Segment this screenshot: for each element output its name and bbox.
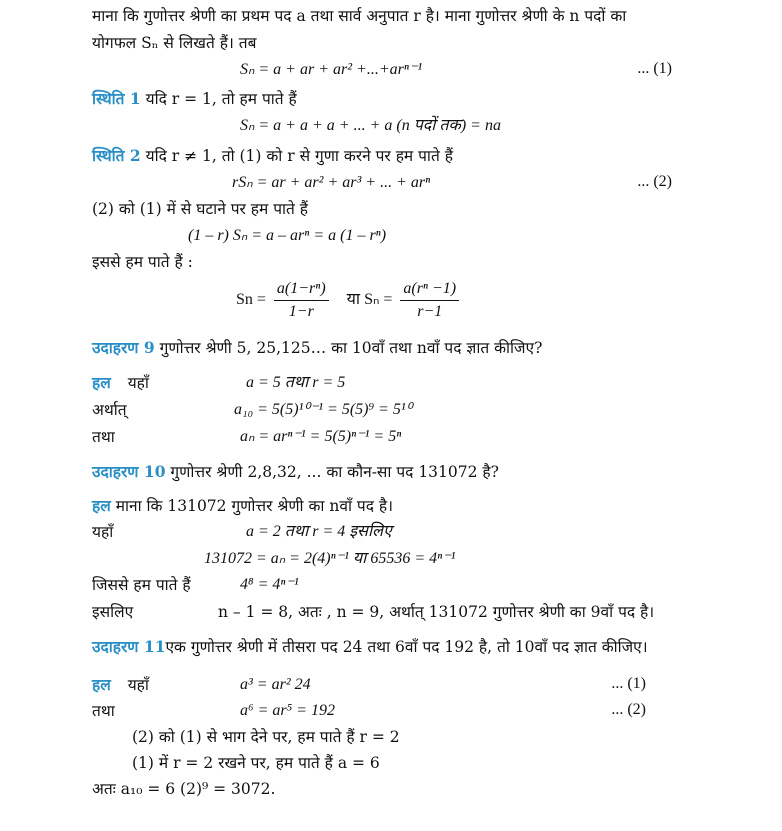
example-9-solution-label-line <box>92 373 149 393</box>
case-2-text: यदि r ≠ 1, तो (1) को r से गुणा करने पर हम पाते हैं <box>145 147 453 165</box>
case-2-equation: rSₙ = ar + ar² + ar³ + ... + arⁿ <box>232 174 431 191</box>
intro-line-2: योगफल Sₙ से लिखते हैं। तब <box>92 34 257 52</box>
intro-line-1: माना कि गुणोत्तर श्रेणी का प्रथम पद a तथा सार्व अनुपात r है। माना गुणोत्तर श्रेणी के n पदों का <box>92 7 627 25</box>
example-10-label: उदाहरण 10 <box>92 462 166 481</box>
example-9-label: उदाहरण 9 <box>92 338 155 357</box>
example-11-here: यहाँ <box>127 676 149 694</box>
subtract-line: (2) को (1) में से घटाने पर हम पाते हैं <box>92 200 309 218</box>
example-10-solution-line <box>92 496 393 516</box>
sum-fraction-2 <box>400 278 459 323</box>
example-9-line <box>92 338 542 358</box>
sum-fraction-2-numerator: a(rⁿ −1) <box>400 278 459 301</box>
example-9-and-word: तथा <box>92 428 115 446</box>
example-10-solution-text: माना कि 131072 गुणोत्तर श्रेणी का nवाँ पद है। <box>115 497 393 515</box>
equation-sn-series: Sₙ = a + ar + ar² +...+arⁿ⁻¹ <box>240 61 423 78</box>
example-11-step-1: (2) को (1) से भाग देने पर, हम पाते हैं r = 2 <box>132 728 400 746</box>
subtract-equation: (1 – r) Sₙ = a – arⁿ = a (1 – rⁿ) <box>188 227 387 244</box>
example-9-given: a = 5 तथा r = 5 <box>246 374 346 391</box>
example-10-equation: 131072 = aₙ = 2(4)ⁿ⁻¹ या 65536 = 4ⁿ⁻¹ <box>204 550 456 567</box>
case-1-equation: Sₙ = a + a + a + ... + a (n पदों तक) = na <box>240 117 501 134</box>
sum-formula-lhs: Sn = <box>236 291 266 309</box>
example-9-thus-word: अर्थात् <box>92 401 127 419</box>
case-2-label: स्थिति 2 <box>92 146 141 165</box>
example-11-equation-2: a⁶ = ar⁵ = 192 <box>240 702 335 719</box>
example-9-here: यहाँ <box>127 374 149 392</box>
example-11-equation-1: a³ = ar² 24 <box>240 676 311 693</box>
case-1-line <box>92 89 297 109</box>
example-11-solution-label: हल <box>92 675 111 694</box>
sum-fraction-1-numerator: a(1−rⁿ) <box>274 278 329 301</box>
example-11-question: एक गुणोत्तर श्रेणी में तीसरा पद 24 तथा 6वाँ पद 192 है, तो 10वाँ पद ज्ञात कीजिए। <box>165 638 648 656</box>
example-10-solution-label: हल <box>92 496 111 515</box>
example-10-thus-text: जिससे हम पाते हैं <box>92 576 191 594</box>
example-9-question: गुणोत्तर श्रेणी 5, 25,125… का 10वाँ तथा nवाँ पद ज्ञात कीजिए? <box>159 339 543 357</box>
equation-number-2: ... (2) <box>637 173 672 190</box>
sum-fraction-1 <box>274 278 329 323</box>
example-9-solution-label: हल <box>92 373 111 392</box>
example-10-line <box>92 462 499 482</box>
example-11-line <box>92 637 648 657</box>
thus-line: इससे हम पाते हैं : <box>92 253 193 271</box>
case-2-line <box>92 146 453 166</box>
example-11-step-2: (1) में r = 2 रखने पर, हम पाते हैं a = 6 <box>132 754 380 772</box>
example-11-final: अतः a₁₀ = 6 (2)⁹ = 3072. <box>92 780 276 798</box>
example-10-therefore: इसलिए <box>92 603 134 621</box>
example-10-conclusion: n – 1 = 8, अतः , n = 9, अर्थात् 131072 गुणोत्तर श्रेणी का 9वाँ पद है। <box>218 603 655 621</box>
example-10-given: a = 2 तथा r = 4 इसलिए <box>246 523 392 540</box>
example-9-a10: a₁₀ = 5(5)¹⁰⁻¹ = 5(5)⁹ = 5¹⁰ <box>234 401 413 418</box>
example-10-question: गुणोत्तर श्रेणी 2,8,32, ... का कौन-सा पद 131072 है? <box>170 463 499 481</box>
example-10-equation-2: 4⁸ = 4ⁿ⁻¹ <box>240 576 299 593</box>
sum-formula <box>236 278 463 323</box>
example-11-label: उदाहरण 11 <box>92 637 166 656</box>
sum-fraction-2-denominator: r−1 <box>417 303 443 320</box>
case-1-text: यदि r = 1, तो हम पाते हैं <box>145 90 297 108</box>
example-9-an: aₙ = arⁿ⁻¹ = 5(5)ⁿ⁻¹ = 5ⁿ <box>240 428 402 445</box>
example-11-solution-label-line <box>92 675 149 695</box>
case-1-label: स्थिति 1 <box>92 89 141 108</box>
example-11-equation-number-2: ... (2) <box>611 701 646 718</box>
example-11-equation-number-1: ... (1) <box>611 675 646 692</box>
example-11-and-word: तथा <box>92 702 115 720</box>
example-10-here: यहाँ <box>92 523 114 541</box>
sum-fraction-1-denominator: 1−r <box>288 303 314 320</box>
equation-number-1: ... (1) <box>637 60 672 77</box>
sum-formula-or: या Sₙ = <box>346 291 393 309</box>
